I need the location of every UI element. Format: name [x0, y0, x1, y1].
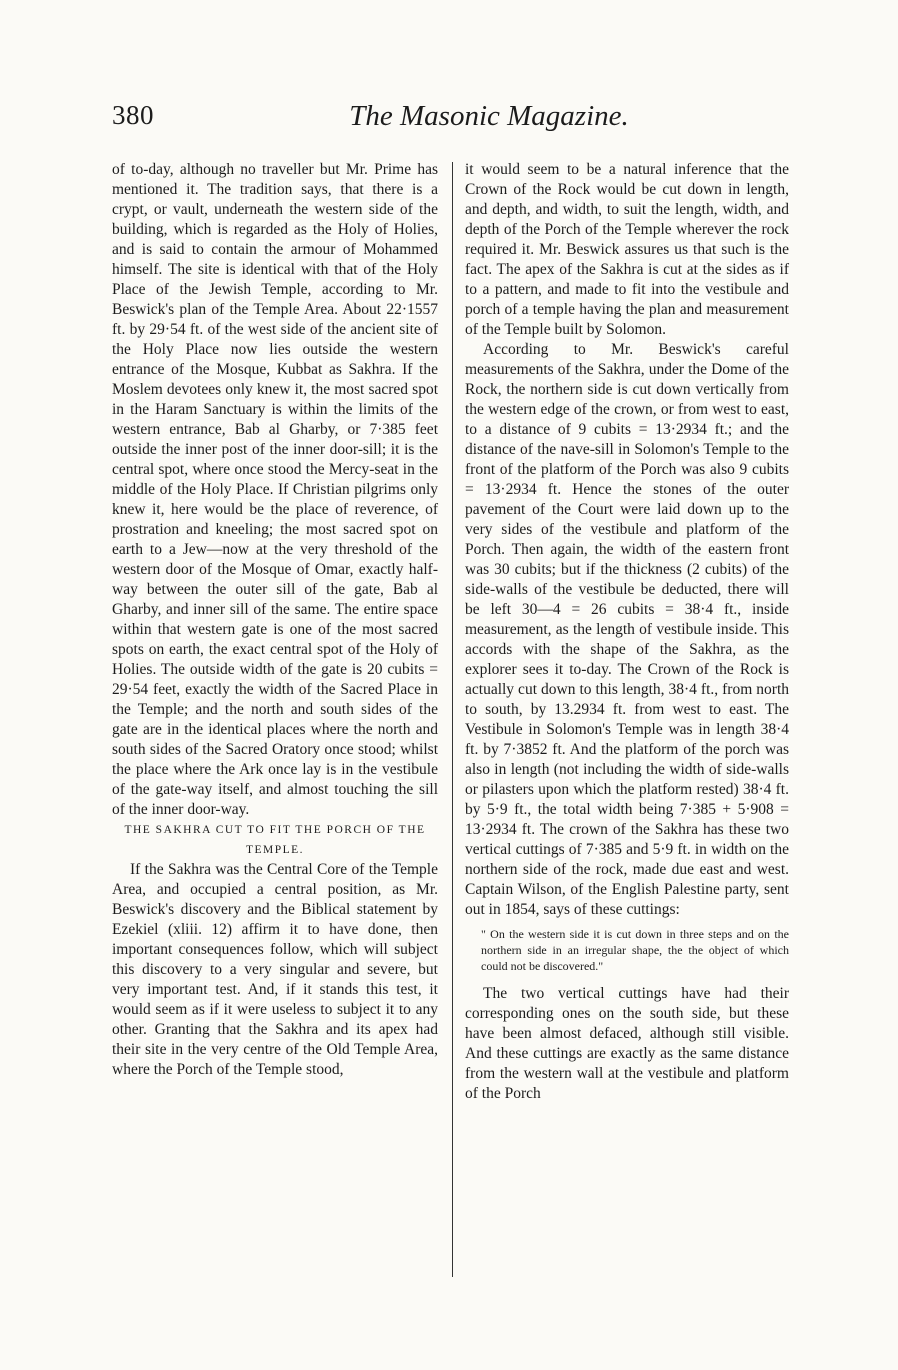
paragraph: According to Mr. Beswick's careful measurements of the Sakhra, under the Dome of the Rock, the northern side is cut down vertically from the western edge of the crown, or from west to east, to a distance of 9 cubits = 13·2934 ft.; and the distance of the nave-sill in Solomon's Temple to the front of the platform of the Porch was also 9 cubits = 13·2934 ft. Hence the stones of the outer pavement of the Court were laid down up to the very sides of the vestibule and platform of the Porch. Then again, the width of the eastern front was 30 cubits; but if the thickness (2 cubits) of the side-walls of the vestibule be deducted, there will be left 30—4 = 26 cubits = 38·4 ft., inside measurement, as the length of vestibule inside. This accords with the shape of the Sakhra, as the explorer sees it to-day. The Crown of the Rock is actually cut down to this length, 38·4 ft., from north to south, by 13.2934 ft. from west to east. The Vestibule in Solomon's Temple was in length 38·4 ft. by 7·3852 ft. And the platform of the porch was also in length (not including the width of side-walls or pilasters upon which the platform rested) 38·4 ft. by 5·9 ft., the total width being 7·385 + 5·908 = 13·2934 ft. The crown of the Sakhra has these two vertical cuttings of 7·385 and 5·9 ft. in width on the northern side of the rock, made due east and west. Captain Wilson, of the English Palestine party, sent out in 1854, says of these cuttings: — [465, 341, 789, 918]
paragraph: The two vertical cuttings have had their corresponding ones on the south side, but these have been almost defaced, although still visible. And these cuttings are exactly as the same distance from the western wall at the vestibule and platform of the Porch — [465, 985, 789, 1102]
left-column — [112, 160, 438, 1080]
column-divider — [452, 162, 453, 1277]
page-number: 380 — [112, 100, 154, 130]
running-title: The Masonic Magazine. — [349, 100, 629, 132]
paragraph: of to-day, although no traveller but Mr. Prime has mentioned it. The tradition says, that there is a crypt, or vault, underneath the western side of the building, which is regarded as the Holy of Holies, and is said to contain the armour of Mohammed himself. The site is identical with that of the Holy Place of the Jewish Temple, according to Mr. Beswick's plan of the Temple Area. About 22·1557 ft. by 29·54 ft. of the west side of the ancient site of the Holy Place now lies outside the western entrance of the Mosque, Kubbat as Sakhra. If the Moslem devotees only knew it, the most sacred spot in the Haram Sanctuary is within the limits of the western entrance, Bab al Gharby, or 7·385 feet outside the inner post of the inner door-sill; it is the central spot, where once stood the Mercy-seat in the middle of the Holy Place. If Christian pilgrims only knew it, here would be the place of reverence, of prostration and kneeling; the most sacred spot on earth to a Jew—now at the very threshold of the western door of the Mosque of Omar, exactly half-way between the outer sill of the gate, Bab al Gharby, and inner sill of the same. The entire space within that western gate is one of the most sacred spots on earth, the exact central spot of the Holy of Holies. The outside width of the gate is 20 cubits = 29·54 feet, exactly the width of the Sacred Place in the Temple; and the north and south sides of the gate are in the identical places where the north and south sides of the Sacred Oratory once stood; whilst the place where the Ark once lay is in the vestibule of the gate-way itself, and almost touching the sill of the inner door-way. — [112, 161, 438, 818]
paragraph: it would seem to be a natural inference that the Crown of the Rock would be cut down in length, and depth, and width, to suit the length, width, and depth of the Porch of the Temple wherever the rock required it. Mr. Beswick assures us that such is the fact. The apex of the Sakhra is cut at the sides as if to a pattern, and made to fit into the vestibule and porch of a temple having the plan and measurement of the Temple built by Solomon. — [465, 161, 789, 338]
section-heading: THE SAKHRA CUT TO FIT THE PORCH OF THE TEMPLE. — [124, 824, 426, 856]
paragraph: If the Sakhra was the Central Core of the Temple Area, and occupied a central position, as Mr. Beswick's discovery and the Biblical statement by Ezekiel (xliii. 12) affirm it to have done, then important consequences follow, which will subject this discovery to a very singular and severe, but very important test. And, if it stands this test, it would seem as if it were useless to subject it to any other. Granting that the Sakhra and its apex had their site in the very centre of the Old Temple Area, where the Porch of the Temple stood, — [112, 861, 438, 1078]
block-quote: " On the western side it is cut down in three steps and on the northern side in an irregular shape, the the object of which could not be discovered." — [481, 927, 789, 973]
right-column — [465, 160, 789, 1104]
